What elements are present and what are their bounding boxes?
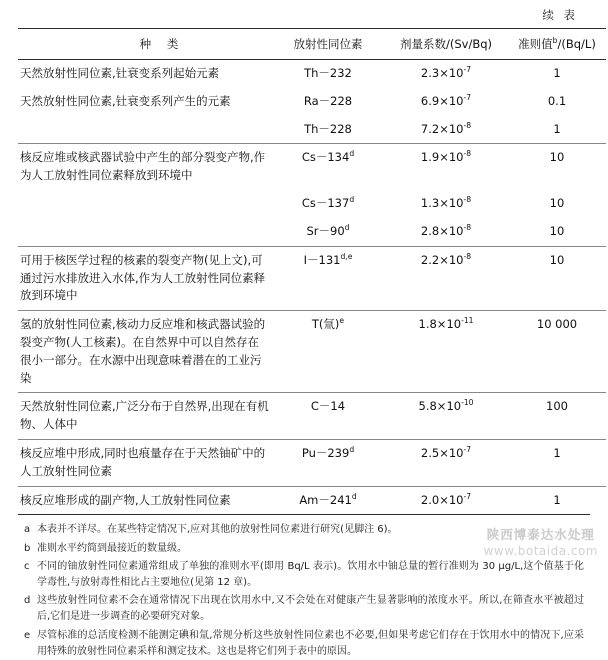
- table-row: [18, 144, 606, 190]
- footnote-item: [24, 628, 584, 660]
- footnote-text: 准则水平约简到最接近的数量级。: [37, 542, 187, 554]
- cell-guideline-value: 1: [553, 121, 561, 136]
- cell-isotope: $Cs-134^d$: [272, 144, 384, 190]
- cell-kind: [18, 218, 272, 246]
- cell-kind: 核反应堆或核武器试验中产生的部分裂变产物,作为人工放射性同位素释放到环境中: [18, 144, 272, 190]
- cell-dose-coefficient: $2.5\times 10^{-7}$: [384, 440, 508, 487]
- footnote-text: 尽管标准的总活度检测不能测定碘和氚,常规分析这些放射性同位素也不必要,但如果考虑它们存在于饮用水中的情况下,应采用特殊的放射性同位素采样和测定技术。这也是将它们列于表中的原因。: [37, 629, 584, 657]
- column-header-kind-label: 种 类: [139, 37, 185, 51]
- cell-dose-coefficient: $1.8\times 10^{-11}$: [384, 311, 508, 393]
- column-header-isotope: 放射性同位素: [272, 29, 384, 60]
- table-row: [18, 218, 606, 246]
- cell-guideline-value: 1: [508, 486, 606, 514]
- cell-guideline-value: 0.1: [547, 93, 567, 108]
- cell-isotope: $I-131^{d,e}$: [272, 246, 384, 310]
- cell-dose-coefficient: $6.9\times 10^{-7}$: [420, 92, 472, 108]
- table-row: [18, 393, 606, 440]
- cell-dose-coefficient: $2.0\times 10^{-7}$: [384, 486, 508, 514]
- column-header-dose-coefficient: 剂量系数/(Sv/Bq): [384, 29, 508, 60]
- table-row: [18, 486, 606, 514]
- column-header-guideline-text: 准则值$^b$/(Bq/L): [518, 36, 596, 51]
- cell-guideline-value: 1: [508, 440, 606, 487]
- watermark-url: www.botaida.com: [483, 544, 598, 558]
- table-row: [18, 440, 606, 487]
- cell-dose-coefficient: $1.9\times 10^{-8}$: [384, 144, 508, 190]
- cell-isotope: T(氚)$^e$: [272, 311, 384, 393]
- footnote-text: 本表并不详尽。在某些特定情况下,应对其他的放射性同位素进行研究(见脚注 6)。: [37, 524, 398, 536]
- column-header-guideline-value: [508, 29, 606, 60]
- cell-isotope: Ra－228: [303, 93, 353, 108]
- cell-guideline-value: 100: [508, 393, 606, 440]
- table-row: [18, 116, 606, 144]
- cell-isotope: $Cs-137^d$: [301, 195, 355, 211]
- cell-isotope: $Am-241^d$: [272, 486, 384, 514]
- table-body: [18, 60, 606, 515]
- cell-isotope: $Pu-239^d$: [272, 440, 384, 487]
- table-row: [18, 190, 606, 218]
- footnote-label: b: [24, 542, 31, 554]
- footnote-label: a: [24, 524, 31, 536]
- cell-dose-coefficient: $5.8\times 10^{-10}$: [384, 393, 508, 440]
- cell-dose-coefficient: $1.3\times 10^{-8}$: [420, 195, 472, 211]
- watermark-company: 陕西博泰达水处理: [486, 527, 595, 542]
- footnote-label: e: [24, 629, 31, 641]
- cell-kind: [18, 190, 272, 218]
- cell-kind: 天然放射性同位素,钍衰变系列起始元素: [20, 66, 220, 80]
- table-row: [18, 311, 606, 393]
- cell-kind: 可用于核医学过程的核素的裂变产物(见上文),可通过污水排放进入水体,作为人工放射性同位素释放到环境中: [18, 246, 272, 310]
- cell-isotope: $Sr-90^d$: [306, 223, 350, 238]
- cell-dose-coefficient: $2.2\times 10^{-8}$: [384, 246, 508, 310]
- cell-guideline-value: 10: [508, 246, 606, 310]
- radionuclide-table: [18, 28, 606, 514]
- cell-isotope: C－14: [272, 393, 384, 440]
- cell-kind: 核反应堆中形成,同时也痕量存在于天然铀矿中的人工放射性同位素: [18, 440, 272, 487]
- cell-kind: [18, 116, 272, 144]
- footnote-text: 不同的铀放射性同位素通常组成了单独的准则水平(即用 Bq/L 表示)。饮用水中铀总量的暂行准则为 30 μg/L,这个值基于化学毒性,与放射毒性相比占主要地位(见第 12 章)。: [37, 560, 584, 588]
- cell-kind: 天然放射性同位素,广泛分布于自然界,出现在有机物、人体中: [18, 393, 272, 440]
- cell-kind: 氢的放射性同位素,核动力反应堆和核武器试验的裂变产物(人工核素)。在自然界中可以自然存在很小一部分。在水源中出现意味着潜在的工业污染: [18, 311, 272, 393]
- cell-isotope: Th－232: [304, 66, 352, 80]
- footnote-item: [24, 593, 584, 625]
- cell-guideline-value: 10: [549, 196, 565, 211]
- cell-guideline-value: 1: [553, 66, 561, 80]
- cell-kind: 天然放射性同位素,钍衰变系列产生的元素: [20, 93, 231, 108]
- cell-kind: 核反应堆形成的副产物,人工放射性同位素: [18, 486, 272, 514]
- cell-isotope: Th－228: [304, 121, 352, 136]
- watermark: [484, 525, 598, 558]
- table-header: [18, 29, 606, 60]
- footnote-label: d: [24, 595, 31, 607]
- cell-guideline-value: 10: [549, 223, 565, 238]
- table-row: [18, 60, 606, 88]
- cell-dose-coefficient: $7.2\times 10^{-8}$: [420, 120, 472, 136]
- cell-dose-coefficient: $2.3\times 10^{-7}$: [420, 65, 472, 80]
- table-header-row: [18, 29, 606, 60]
- table-row: [18, 88, 606, 116]
- column-header-kind: [18, 29, 272, 60]
- cell-guideline-value: 10 000: [508, 311, 606, 393]
- cell-guideline-value: 10: [508, 144, 606, 190]
- table-bottom-rule: [18, 514, 590, 515]
- footnote-label: c: [24, 560, 30, 572]
- continuation-header: 续 表: [542, 8, 578, 22]
- table-row: [18, 246, 606, 310]
- cell-dose-coefficient: $2.8\times 10^{-8}$: [420, 223, 472, 238]
- footnote-text: 这些放射性同位素不会在通常情况下出现在饮用水中,又不会处在对健康产生显著影响的浓度水平。所以,在筛查水平被超过后,它们是进一步调查的必要研究对象。: [37, 595, 584, 623]
